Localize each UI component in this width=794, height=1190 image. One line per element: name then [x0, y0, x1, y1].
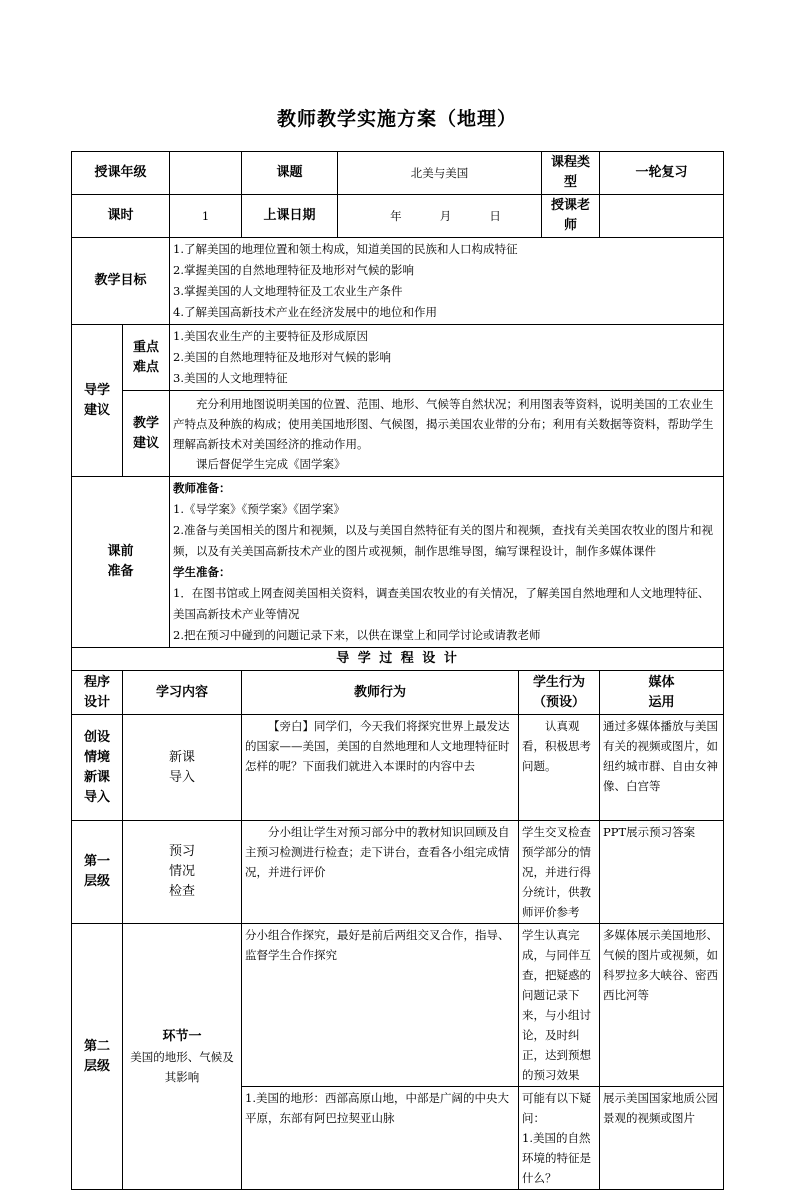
key-label-1: 重点: [133, 339, 160, 355]
col-program-2: 设计: [83, 694, 110, 710]
goals-label: 教学目标: [72, 238, 170, 325]
prep-content: [170, 477, 724, 648]
goal-item: 1.了解美国的地理位置和领土构成，知道美国的民族和人口构成特征: [173, 242, 518, 256]
row-content-level1: [123, 821, 242, 924]
student-b-line: 可能有以下疑问：: [522, 1091, 592, 1125]
content-line: 检查: [169, 884, 196, 899]
program-line: 层级: [83, 1058, 110, 1074]
row-content-level2: [123, 924, 242, 1190]
program-line: 创设: [83, 729, 110, 745]
content-sub: 美国的地形、气候及其影响: [130, 1049, 234, 1084]
teaching-suggestion: [170, 391, 724, 477]
topic-value[interactable]: 北美与美国: [338, 152, 542, 195]
row-media-level1: PPT展示预习答案: [600, 821, 724, 924]
content-line: 导入: [169, 769, 196, 785]
goals-list: [170, 238, 724, 325]
key-item: 3.美国的人文地理特征: [173, 371, 288, 385]
student-b-line: 1.美国的自然环境的特征是什么？: [522, 1131, 592, 1185]
teacher-value[interactable]: [600, 195, 724, 238]
grade-value[interactable]: [170, 152, 242, 195]
content-head: 环节一: [162, 1028, 202, 1044]
guide-label: [72, 325, 123, 477]
program-line: 新课: [83, 769, 110, 785]
program-line: 情境: [83, 749, 110, 765]
program-line: 第二: [83, 1038, 110, 1054]
goal-item: 2.掌握美国的自然地理特征及地形对气候的影响: [173, 263, 414, 277]
key-label-2: 难点: [133, 359, 160, 375]
col-program-header: [72, 671, 123, 715]
content-line: 新课: [169, 749, 196, 765]
row-student-intro: 认真观看，积极思考问题。: [519, 715, 600, 821]
course-type-label: 课程类型: [542, 152, 600, 195]
prep-label-2: 准备: [107, 564, 134, 579]
goal-item: 4.了解美国高新技术产业在经济发展中的地位和作用: [173, 305, 437, 319]
student-prep-heading: 学生准备：: [173, 565, 231, 579]
content-line: 情况: [169, 864, 196, 879]
row-student-level1: 学生交叉检查预学部分的情况，并进行得分统计，供教师评价参考: [519, 821, 600, 924]
topic-label: 课题: [242, 152, 338, 195]
teacher-prep-item: 1.《导学案》《预学案》《固学案》: [173, 502, 345, 516]
content-line: 预习: [169, 844, 196, 859]
process-section-title: 导 学 过 程 设 计: [72, 648, 724, 671]
row-student-level2a: 学生认真完成，与同伴互查，把疑惑的问题记录下来，与小组讨论，及时纠正，达到预想的预习效果: [519, 924, 600, 1087]
teacher-label: 授课老师: [542, 195, 600, 238]
row-teacher-level1: 分小组让学生对预习部分中的教材知识回顾及自主预习检测进行检查；走下讲台，查看各小组完成情况，并进行评价: [242, 821, 519, 924]
guide-label-1: 导学: [83, 382, 110, 398]
teaching-suggestion-followup: 课后督促学生完成《固学案》: [196, 456, 346, 471]
col-program-1: 程序: [83, 674, 110, 690]
lesson-plan-table: [71, 151, 724, 1190]
row-teacher-level2b: 1.美国的地形：西部高原山地，中部是广阔的中央大平原，东部有阿巴拉契亚山脉: [242, 1087, 519, 1190]
date-month: 月: [439, 209, 452, 223]
grade-label: 授课年级: [72, 152, 170, 195]
hours-label: 课时: [72, 195, 170, 238]
page-title: 教师教学实施方案（地理）: [276, 108, 517, 130]
row-media-level2a: 多媒体展示美国地形、气候的图片或视频，如科罗拉多大峡谷、密西西比河等: [600, 924, 724, 1087]
student-prep-item: 1．在图书馆或上网查阅美国相关资料，调查美国农牧业的有关情况，了解美国自然地理和人文地理特征、美国高新技术产业等情况: [173, 586, 710, 621]
row-media-intro: 通过多媒体播放与美国有关的视频或图片，如纽约城市群、自由女神像、白宫等: [600, 715, 724, 821]
date-value[interactable]: [338, 195, 542, 238]
key-points-label: [123, 325, 170, 391]
date-year: 年: [390, 209, 402, 223]
hours-value[interactable]: 1: [170, 195, 242, 238]
student-prep-item: 2.把在预习中碰到的问题记录下来，以供在课堂上和同学讨论或请教老师: [173, 628, 541, 642]
col-media-header: [600, 671, 724, 715]
key-item: 1.美国农业生产的主要特征及形成原因: [173, 329, 368, 343]
program-line: 层级: [83, 874, 110, 889]
date-label: 上课日期: [242, 195, 338, 238]
teaching-suggestion-text: 充分利用地图说明美国的位置、范围、地形、气候等自然状况；利用图表等资料，说明美国的工农业生产特点及种族的构成；使用美国地形图、气候图，揭示美国农业带的分布；利用有关数据等资料，帮助学生理解高新技术对美国经济的推动作用。: [173, 396, 714, 451]
prep-label: [72, 477, 170, 648]
row-program-level2: [72, 924, 123, 1190]
row-program-level1: [72, 821, 123, 924]
key-points-list: [170, 325, 724, 391]
date-day: 日: [489, 209, 501, 223]
col-teacher-header: 教师行为: [242, 671, 519, 715]
course-type-value[interactable]: 一轮复习: [600, 152, 724, 195]
program-line: 导入: [83, 789, 110, 805]
col-student-header: 学生行为（预设）: [519, 671, 600, 715]
teacher-prep-heading: 教师准备：: [173, 481, 231, 495]
row-program-intro: [72, 715, 123, 821]
row-teacher-intro: 【旁白】同学们，今天我们将探究世界上最发达的国家——美国，美国的自然地理和人文地理特征时怎样的呢？下面我们就进入本课时的内容中去: [242, 715, 519, 821]
teach-label-1: 教学: [133, 415, 160, 431]
goal-item: 3.掌握美国的人文地理特征及工农业生产条件: [173, 284, 403, 298]
col-content-header: 学习内容: [123, 671, 242, 715]
program-line: 第一: [83, 854, 110, 869]
teacher-prep-item: 2.准备与美国相关的图片和视频，以及与美国自然特征有关的图片和视频，查找有关美国农牧业的图片和视频，以及有关美国高新技术产业的图片或视频，制作思维导图，编写课程设计，制作多媒体课件: [173, 523, 713, 558]
teach-label-2: 建议: [133, 435, 160, 451]
row-student-level2b: [519, 1087, 600, 1190]
row-content-intro: [123, 715, 242, 821]
key-item: 2.美国的自然地理特征及地形对气候的影响: [173, 350, 391, 364]
guide-label-2: 建议: [83, 402, 110, 418]
row-teacher-level2a: 分小组合作探究，最好是前后两组交叉合作，指导、监督学生合作探究: [242, 924, 519, 1087]
prep-label-1: 课前: [107, 544, 134, 559]
teaching-suggestion-label: [123, 391, 170, 477]
col-media-1: 媒体: [648, 674, 675, 690]
col-media-2: 运用: [648, 694, 675, 710]
row-media-level2b: 展示美国国家地质公园景观的视频或图片: [600, 1087, 724, 1190]
